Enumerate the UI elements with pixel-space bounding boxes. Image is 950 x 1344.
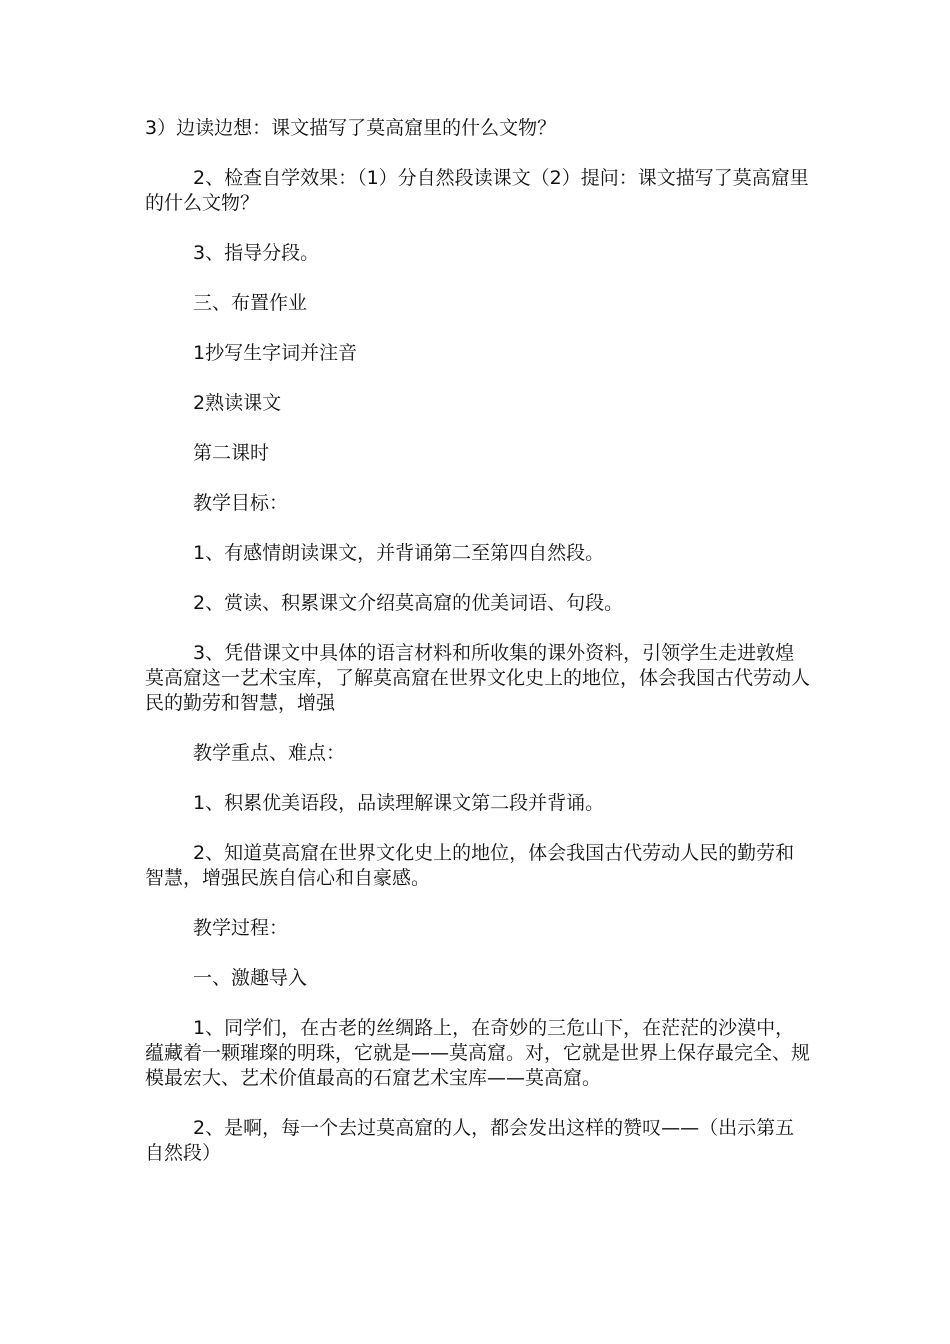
document-body <box>145 116 810 1191</box>
intro-paragraph-1: 1、同学们，在古老的丝绸路上，在奇妙的三危山下，在茫茫的沙漠中，蕴藏着一颗璀璨的明珠，它就是——莫高窟。对，它就是世界上保存最完全、规模最宏大、艺术价值最高的石窟艺术宝库——莫高窟。 <box>145 1017 811 1089</box>
goal-1: 1、有感情朗读课文，并背诵第二至第四自然段。 <box>193 542 605 564</box>
goals-heading: 教学目标： <box>193 492 289 514</box>
intro-paragraph-2: 2、是啊，每一个去过莫高窟的人，都会发出这样的赞叹——（出示第五自然段） <box>145 1117 795 1164</box>
paragraph-3: 3、指导分段。 <box>193 242 320 264</box>
process-heading: 教学过程： <box>193 917 289 939</box>
goal-3: 3、凭借课文中具体的语言材料和所收集的课外资料，引领学生走进敦煌莫高窟这一艺术宝库，了解莫高窟在世界文化史上的地位，体会我国古代劳动人民的勤劳和智慧，增强 <box>145 642 811 714</box>
key-points-heading: 教学重点、难点： <box>193 742 346 764</box>
section-heading-homework: 三、布置作业 <box>193 292 308 314</box>
paragraph-2: 2、检查自学效果：（1）分自然段读课文（2）提问：课文描写了莫高窟里的什么文物？ <box>145 167 809 214</box>
key-point-1: 1、积累优美语段，品读理解课文第二段并背诵。 <box>193 792 605 814</box>
paragraph-5: 1抄写生字词并注音 <box>193 342 358 364</box>
lesson-heading: 第二课时 <box>193 442 270 464</box>
paragraph-6: 2熟读课文 <box>193 392 282 414</box>
goal-2: 2、赏读、积累课文介绍莫高窟的优美词语、句段。 <box>193 592 624 614</box>
paragraph-1: 3）边读边想：课文描写了莫高窟里的什么文物？ <box>145 117 557 139</box>
key-point-2: 2、知道莫高窟在世界文化史上的地位，体会我国古代劳动人民的勤劳和智慧，增强民族自信心和自豪感。 <box>145 842 795 889</box>
step-heading-intro: 一、激趣导入 <box>193 967 308 989</box>
